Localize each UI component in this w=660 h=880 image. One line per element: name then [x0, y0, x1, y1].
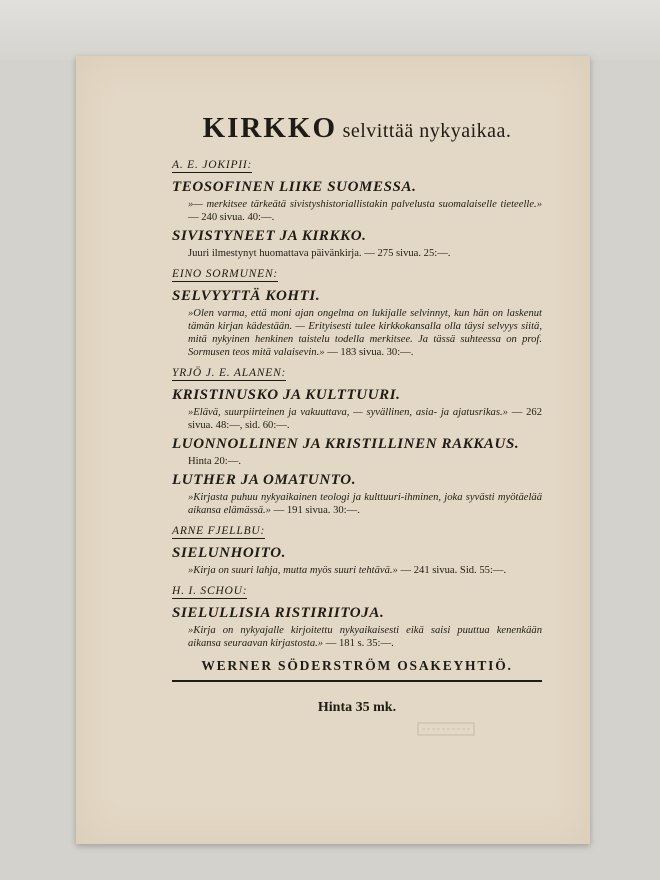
background-surface	[0, 0, 660, 60]
cover-text	[172, 112, 542, 716]
book-info: — 183 sivua. 30:—.	[327, 347, 414, 358]
book-info: — 240 sivua. 40:—.	[188, 212, 275, 223]
book-title: LUONNOLLINEN JA KRISTILLINEN RAKKAUS.	[172, 436, 520, 452]
book-description	[188, 307, 542, 359]
book-info: — 241 sivua. Sid. 55:—.	[400, 565, 507, 576]
author-label: YRJÖ J. E. ALANEN:	[172, 367, 287, 379]
book-title: TEOSOFINEN LIIKE SUOMESSA.	[172, 179, 417, 195]
publisher-name: WERNER SÖDERSTRÖM OSAKEYHTIÖ.	[172, 658, 542, 682]
book-description	[188, 491, 542, 517]
book-description	[188, 564, 542, 577]
book-description	[188, 455, 542, 468]
book-title: SIELUNHOITO.	[172, 545, 287, 561]
author-label: EINO SORMUNEN:	[172, 268, 279, 280]
book-quote: »Olen varma, että moni ajan ongelma on lukijalle selvinnyt, kun hän on laskenut tämän kirjan kädestään. — Erityisesti tulee kirkkokansalla olla täysi selvyys siitä, mitä nykyinen henkinen taistelu todella merkitsee. Ja tässä suhteessa on prof. Sormusen teos mitä valaisevin.»	[188, 308, 542, 358]
book-title: LUTHER JA OMATUNTO.	[172, 472, 357, 488]
book-title: SELVYYTTÄ KOHTI.	[172, 288, 321, 304]
book-title: SIELULLISIA RISTIRIITOJA.	[172, 605, 385, 621]
price-label: Hinta 35 mk.	[317, 700, 397, 715]
book-title: KRISTINUSKO JA KULTTUURI.	[172, 387, 401, 403]
book-description	[188, 247, 542, 260]
book-title: SIVISTYNEET JA KIRKKO.	[172, 228, 367, 244]
author-label: ARNE FJELLBU:	[172, 525, 266, 537]
book-info: — 191 sivua. 30:—.	[273, 505, 360, 516]
book-info: Hinta 20:—.	[188, 456, 241, 467]
faded-stamp-mark	[416, 720, 476, 738]
book-quote: »Kirja on suuri lahja, mutta myös suuri tehtävä.»	[188, 565, 398, 576]
author-label: H. I. SCHOU:	[172, 585, 248, 597]
author-label: A. E. JOKIPII:	[172, 159, 253, 171]
book-description	[188, 198, 542, 224]
book-description	[188, 406, 542, 432]
book-quote: »Kirjasta puhuu nykyaikainen teologi ja kulttuuri-ihminen, joka syvästi myötäelää aikansa elämässä.»	[188, 492, 542, 516]
book-info: Juuri ilmestynyt huomattava päivänkirja. — 275 sivua. 25:—.	[188, 248, 451, 259]
book-info: — 181 s. 35:—.	[325, 638, 394, 649]
book-quote: »Kirja on nykyajalle kirjoitettu nykyaikaisesti eikä saisi puuttua kenenkään aikansa seuraavan kirjastosta.»	[188, 625, 542, 649]
headline-rest: selvittää nykyaikaa.	[342, 120, 512, 142]
book-info: — 262 sivua. 48:—, sid. 60:—.	[188, 407, 542, 431]
headline-big: KIRKKO	[202, 112, 338, 144]
book-description	[188, 624, 542, 650]
book-quote: »Elävä, suurpiirteinen ja vakuuttava, — syvällinen, asia- ja ajatusrikas.»	[188, 407, 508, 418]
book-quote: »— merkitsee tärkeätä sivistyshistoriallistakin palvelusta suomalaiselle tieteelle.»	[188, 199, 542, 210]
headline	[172, 112, 542, 145]
